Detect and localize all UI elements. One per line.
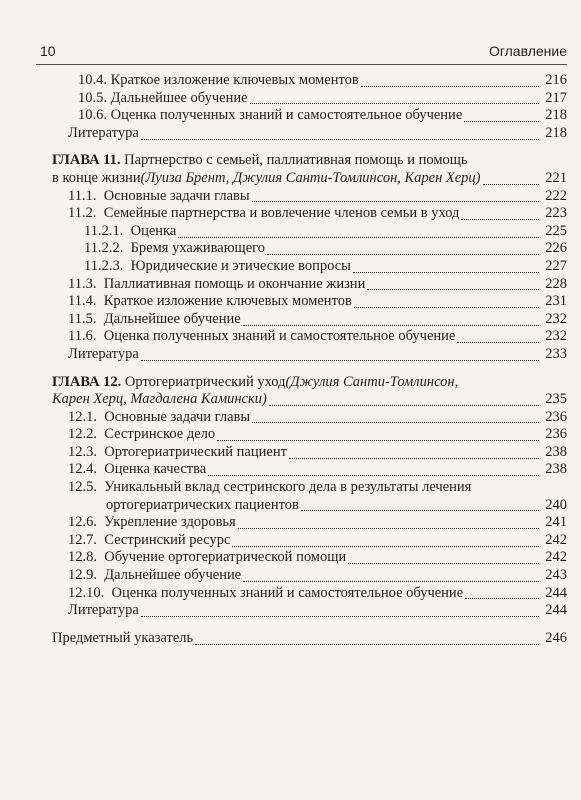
entry-number: 12.4.	[68, 461, 97, 478]
chapter-authors: (Луиза Брент, Джулия Санти-Томлинсон, Карен Херц)	[140, 169, 481, 186]
toc-entry[interactable]	[0, 188, 567, 206]
toc-entry[interactable]	[0, 461, 567, 479]
leader-dots	[348, 552, 539, 564]
entry-title: Паллиативная помощь и окончание жизни	[103, 275, 366, 292]
toc-entry[interactable]	[0, 72, 567, 90]
entry-title: Бремя ухаживающего	[130, 240, 265, 257]
entry-title: Дальнейшее обучение	[103, 310, 241, 327]
entry-number: 12.3.	[68, 443, 97, 460]
leader-dots	[361, 75, 539, 87]
leader-dots	[252, 190, 539, 202]
entry-number: 11.2.2.	[84, 240, 124, 257]
leader-dots	[232, 535, 539, 547]
entry-page: 243	[545, 567, 567, 584]
entry-page: 232	[545, 328, 567, 345]
leader-dots	[289, 447, 539, 459]
leader-dots	[252, 411, 539, 423]
leader-dots	[367, 278, 539, 290]
toc-entry[interactable]	[0, 567, 567, 585]
leader-dots	[461, 208, 539, 220]
chapter-heading[interactable]	[0, 152, 567, 170]
leader-dots	[250, 92, 539, 104]
chapter-label: ГЛАВА 11.	[52, 152, 121, 169]
entry-page: 228	[545, 275, 567, 292]
leader-dots	[483, 173, 539, 185]
page-number: 10	[40, 43, 56, 59]
entry-page: 244	[545, 584, 567, 601]
toc-entry[interactable]	[0, 276, 567, 294]
toc-entry[interactable]	[0, 585, 567, 603]
entry-page: 222	[545, 187, 567, 204]
entry-number: 12.8.	[68, 549, 97, 566]
toc-entry[interactable]	[0, 328, 567, 346]
leader-dots	[208, 464, 539, 476]
entry-number: 10.5.	[78, 89, 107, 106]
entry-title: Обучение ортогериатрической помощи	[104, 549, 347, 566]
entry-title: Ортогериатрический пациент	[104, 443, 287, 460]
entry-number: 12.9.	[68, 567, 97, 584]
entry-title: Основные задачи главы	[103, 187, 250, 204]
entry-number: 12.6.	[68, 514, 97, 531]
toc-entry[interactable]	[0, 240, 567, 258]
toc-entry[interactable]	[0, 311, 567, 329]
toc-entry[interactable]	[0, 479, 567, 497]
toc-entry[interactable]	[0, 532, 567, 550]
entry-page: 236	[545, 408, 567, 425]
entry-title: Оценка полученных знаний и самостоятельное обучение	[111, 584, 464, 601]
entry-title: Сестринский ресурс	[104, 531, 231, 548]
chapter-authors: (Джулия Санти-Томлинсон,	[285, 373, 459, 390]
leader-dots	[141, 349, 539, 361]
leader-dots	[238, 517, 539, 529]
entry-number: 12.5.	[68, 479, 97, 496]
entry-page: 231	[545, 293, 567, 310]
entry-title: Оценка	[130, 222, 177, 239]
toc-entry[interactable]	[0, 346, 567, 364]
entry-number: 12.1.	[68, 408, 97, 425]
entry-page: 217	[545, 89, 567, 106]
entry-number: 12.7.	[68, 531, 97, 548]
toc-entry[interactable]	[0, 426, 567, 444]
toc-entry[interactable]	[0, 205, 567, 223]
entry-page: 238	[545, 461, 567, 478]
entry-page: 225	[545, 222, 567, 239]
leader-dots	[354, 296, 539, 308]
entry-title: Литература	[68, 124, 139, 141]
entry-page: 233	[545, 345, 567, 362]
leader-dots	[457, 331, 539, 343]
chapter-title: Партнерство с семьей, паллиативная помощь и помощь	[124, 152, 468, 169]
leader-dots	[301, 499, 539, 511]
toc-entry[interactable]	[0, 514, 567, 532]
entry-page: 227	[545, 257, 567, 274]
entry-title: Юридические и этические вопросы	[130, 257, 351, 274]
entry-title: Сестринское дело	[104, 426, 216, 443]
entry-number: 11.5.	[68, 310, 97, 327]
toc-entry-cont[interactable]	[0, 497, 567, 515]
entry-title: Оценка полученных знаний и самостоятельное обучение	[103, 328, 456, 345]
entry-number: 11.3.	[68, 275, 97, 292]
entry-number: 11.2.1.	[84, 222, 124, 239]
entry-page: 241	[545, 514, 567, 531]
page-header	[0, 0, 581, 59]
chapter-authors-cont: Карен Херц, Магдалена Камински)	[52, 391, 267, 408]
entry-number: 11.4.	[68, 293, 97, 310]
chapter-page: 221	[545, 169, 567, 186]
chapter-heading-cont[interactable]	[0, 170, 567, 188]
entry-page: 246	[545, 629, 567, 646]
chapter-page: 235	[545, 391, 567, 408]
entry-number: 12.2.	[68, 426, 97, 443]
toc-entry-index[interactable]	[0, 630, 567, 648]
entry-number: 10.6.	[78, 107, 107, 124]
toc-entry[interactable]	[0, 125, 567, 143]
chapter-heading-cont[interactable]	[0, 391, 567, 409]
entry-title: Оценка качества	[104, 461, 207, 478]
entry-title: Дальнейшее обучение	[110, 89, 248, 106]
entry-title: Уникальный вклад сестринского дела в результаты лечения	[104, 479, 472, 496]
entry-page: 218	[545, 124, 567, 141]
leader-dots	[243, 570, 539, 582]
entry-number: 11.2.	[68, 205, 97, 222]
entry-title: Оценка полученных знаний и самостоятельное обучение	[110, 107, 463, 124]
entry-title: Основные задачи главы	[104, 408, 251, 425]
toc-entry[interactable]	[0, 223, 567, 241]
entry-number: 11.2.3.	[84, 257, 124, 274]
leader-dots	[195, 633, 539, 645]
entry-page: 240	[545, 496, 567, 513]
entry-page: 242	[545, 549, 567, 566]
leader-dots	[141, 605, 539, 617]
entry-number: 11.6.	[68, 328, 97, 345]
entry-number: 12.10.	[68, 584, 105, 601]
entry-title: Предметный указатель	[52, 629, 194, 646]
toc-entry[interactable]	[0, 602, 567, 620]
entry-title: Литература	[68, 602, 139, 619]
entry-title-cont: ортогериатрических пациентов	[106, 496, 299, 513]
entry-title: Краткое изложение ключевых моментов	[103, 293, 352, 310]
chapter-title-cont: в конце жизни	[52, 169, 141, 186]
entry-page: 244	[545, 602, 567, 619]
entry-title: Литература	[68, 345, 139, 362]
entry-title: Краткое изложение ключевых моментов	[110, 72, 359, 88]
toc-entry[interactable]	[0, 90, 567, 108]
entry-page: 218	[545, 107, 567, 124]
table-of-contents	[0, 72, 581, 647]
entry-page: 242	[545, 531, 567, 548]
header-rule	[36, 64, 567, 65]
entry-page: 226	[545, 240, 567, 257]
chapter-title: Ортогериатрический уход	[124, 373, 286, 390]
entry-title: Семейные партнерства и вовлечение членов семьи в уход	[103, 205, 460, 222]
toc-entry[interactable]	[0, 444, 567, 462]
chapter-label: ГЛАВА 12.	[52, 373, 122, 390]
entry-page: 223	[545, 205, 567, 222]
leader-dots	[269, 394, 539, 406]
leader-dots	[464, 110, 539, 122]
entry-title: Дальнейшее обучение	[104, 567, 242, 584]
toc-entry[interactable]	[0, 107, 567, 125]
toc-entry[interactable]	[0, 293, 567, 311]
entry-number: 11.1.	[68, 187, 97, 204]
toc-entry[interactable]	[0, 258, 567, 276]
running-title: Оглавление	[488, 43, 567, 59]
leader-dots	[465, 587, 539, 599]
toc-entry[interactable]	[0, 409, 567, 427]
entry-page: 216	[545, 72, 567, 88]
toc-entry[interactable]	[0, 549, 567, 567]
entry-page: 238	[545, 443, 567, 460]
leader-dots	[217, 429, 539, 441]
entry-title: Укрепление здоровья	[104, 514, 236, 531]
entry-page: 232	[545, 310, 567, 327]
leader-dots	[178, 226, 539, 238]
leader-dots	[243, 314, 539, 326]
leader-dots	[353, 261, 539, 273]
entry-number: 10.4.	[78, 72, 107, 88]
entry-page: 236	[545, 426, 567, 443]
chapter-heading[interactable]	[0, 374, 567, 392]
leader-dots	[267, 243, 539, 255]
leader-dots	[141, 128, 539, 140]
